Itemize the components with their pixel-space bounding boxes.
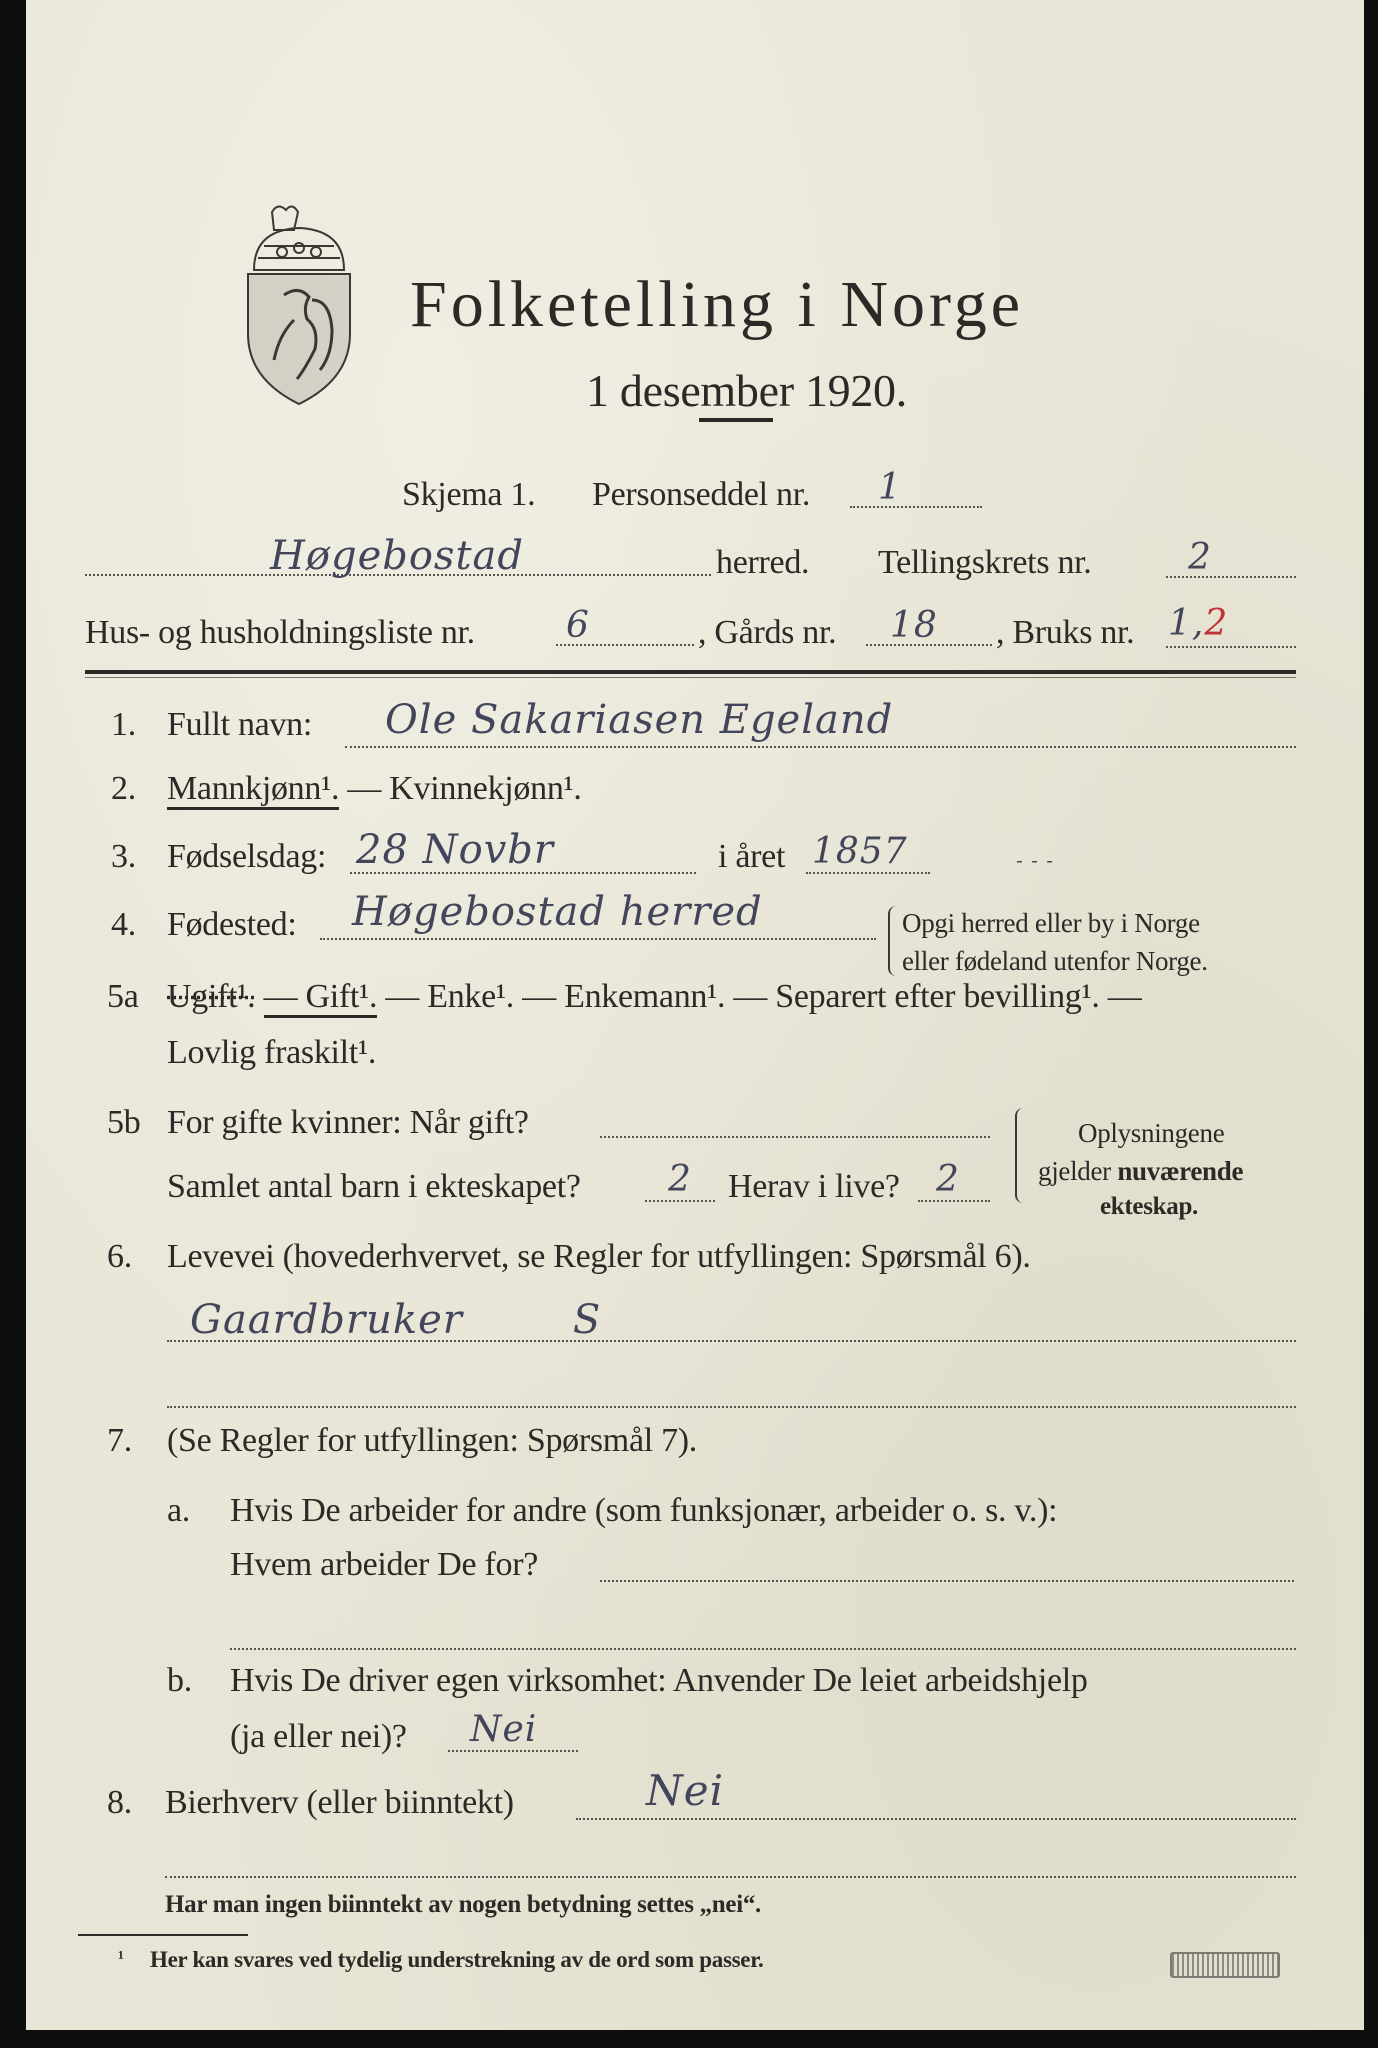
husliste-value: 6	[566, 605, 590, 646]
birthplace-note-2: eller fødeland utenfor Norge.	[902, 946, 1208, 976]
q7-number: 7.	[107, 1422, 132, 1459]
side-income-value: Nei	[646, 1766, 725, 1815]
bruks-label: , Bruks nr.	[996, 614, 1135, 651]
birthplace-value: Høgebostad herred	[352, 889, 763, 935]
option-others[interactable]: — Enke¹. — Enkemann¹. — Separert efter bevilling¹. —	[385, 978, 1142, 1015]
marriage-note-1: Oplysningene	[1078, 1118, 1225, 1148]
option-ugift[interactable]: Ugift¹.	[167, 978, 256, 1015]
option-gift[interactable]: — Gift¹.	[264, 978, 378, 1018]
form-title: Folketelling i Norge	[410, 268, 1025, 341]
children-count-value: 2	[668, 1159, 692, 1200]
q7b-label: Hvis De driver egen virksomhet: Anvender De leiet arbeidshjelp	[230, 1662, 1088, 1699]
children-count-field[interactable]	[645, 1200, 715, 1202]
children-alive-value: 2	[936, 1159, 960, 1200]
tellingskrets-value: 2	[1188, 537, 1212, 578]
bruks-field[interactable]	[1166, 646, 1296, 648]
footnote-marker: ¹	[118, 1947, 124, 1969]
herred-value: Høgebostad	[270, 533, 524, 579]
q7b-letter: b.	[167, 1662, 192, 1699]
q5a-number: 5a	[107, 978, 139, 1015]
skjema-label: Skjema 1.	[402, 476, 536, 513]
q3-label: Fødselsdag:	[167, 838, 327, 875]
marriage-note-2: gjelder nuværende	[1038, 1156, 1244, 1186]
personseddel-value: 1	[878, 467, 902, 508]
pencil-mark: - - -	[1016, 848, 1054, 872]
marriage-note-3: ekteskap.	[1100, 1193, 1199, 1220]
personseddel-field[interactable]	[850, 506, 982, 508]
q5b-label-1: For gifte kvinner: Når gift?	[167, 1104, 529, 1141]
q7a-label-2: Hvem arbeider De for?	[230, 1546, 539, 1583]
full-name-field[interactable]	[345, 746, 1296, 748]
herred-label: herred.	[716, 544, 810, 581]
birthday-value: 28 Novbr	[356, 827, 555, 873]
section-divider	[85, 670, 1296, 674]
bruks-value-red: 2	[1204, 603, 1229, 644]
q6-number: 6.	[107, 1238, 132, 1275]
personseddel-label: Personseddel nr.	[592, 476, 811, 513]
gards-label: , Gårds nr.	[698, 614, 837, 651]
q7a-letter: a.	[167, 1492, 190, 1529]
note-brace	[1015, 1108, 1025, 1203]
footnote-text: Her kan svares ved tydelig understrekning av de ord som passer.	[150, 1947, 764, 1972]
q1-label: Fullt navn:	[167, 706, 312, 743]
printer-stamp-icon	[1170, 1952, 1280, 1978]
gards-value: 18	[890, 605, 938, 646]
q1-number: 1.	[111, 706, 136, 743]
tellingskrets-label: Tellingskrets nr.	[878, 544, 1092, 581]
occupation-value: Gaardbruker S	[190, 1297, 602, 1343]
title-divider	[699, 418, 773, 422]
q8-label: Bierhverv (eller biinntekt)	[165, 1784, 514, 1821]
birthplace-note-1: Opgi herred eller by i Norge	[902, 908, 1200, 938]
full-name-value: Ole Sakariasen Egeland	[385, 697, 894, 743]
q6-label: Levevei (hovederhvervet, se Regler for utfyllingen: Spørsmål 6).	[167, 1238, 1031, 1275]
occupation-field-2[interactable]	[167, 1406, 1296, 1408]
option-kvinnekjonn[interactable]: Kvinnekjønn¹.	[389, 770, 582, 807]
q4-label: Fødested:	[167, 906, 297, 943]
side-income-field-2[interactable]	[165, 1876, 1296, 1878]
footnote-divider	[78, 1934, 248, 1936]
married-date-field[interactable]	[600, 1136, 990, 1138]
birth-year-field[interactable]	[806, 872, 930, 874]
q2-number: 2.	[111, 770, 136, 807]
q7a-label: Hvis De arbeider for andre (som funksjonær, arbeider o. s. v.):	[230, 1492, 1058, 1529]
q2-options	[167, 772, 582, 806]
census-date: 1 desember 1920.	[586, 365, 907, 416]
norwegian-lion-shield-icon	[244, 200, 354, 405]
employer-field-2[interactable]	[230, 1648, 1296, 1650]
q5a-options	[167, 980, 1142, 1014]
q5b-label-2: Samlet antal barn i ekteskapet?	[167, 1168, 581, 1205]
employer-field[interactable]	[600, 1580, 1294, 1582]
bruks-value: 1,2	[1168, 603, 1229, 644]
husliste-label: Hus- og husholdningsliste nr.	[85, 614, 475, 651]
hired-help-value: Nei	[470, 1709, 538, 1750]
note-brace	[888, 906, 898, 976]
q4-number: 4.	[111, 906, 136, 943]
side-income-note: Har man ingen biinntekt av nogen betydning settes „nei“.	[165, 1891, 762, 1918]
q8-number: 8.	[107, 1784, 132, 1821]
separator: —	[339, 770, 390, 807]
year-label: i året	[718, 838, 786, 875]
children-alive-field[interactable]	[918, 1200, 990, 1202]
option-lovlig-fraskilt[interactable]: Lovlig fraskilt¹.	[167, 1034, 377, 1071]
q3-number: 3.	[111, 838, 136, 875]
side-income-field[interactable]	[576, 1818, 1296, 1820]
q7b-label-2: (ja eller nei)?	[230, 1718, 407, 1755]
tellingskrets-field[interactable]	[1166, 576, 1296, 578]
hired-help-field[interactable]	[448, 1750, 578, 1752]
option-mannkjonn[interactable]: Mannkjønn¹.	[167, 770, 339, 810]
section-divider-thin	[85, 677, 1296, 678]
q7-label: (Se Regler for utfyllingen: Spørsmål 7).	[167, 1422, 698, 1459]
birth-year-value: 1857	[812, 831, 908, 872]
birthplace-field[interactable]	[320, 938, 876, 940]
q5b-number: 5b	[107, 1104, 141, 1141]
alive-label: Herav i live?	[728, 1168, 900, 1205]
